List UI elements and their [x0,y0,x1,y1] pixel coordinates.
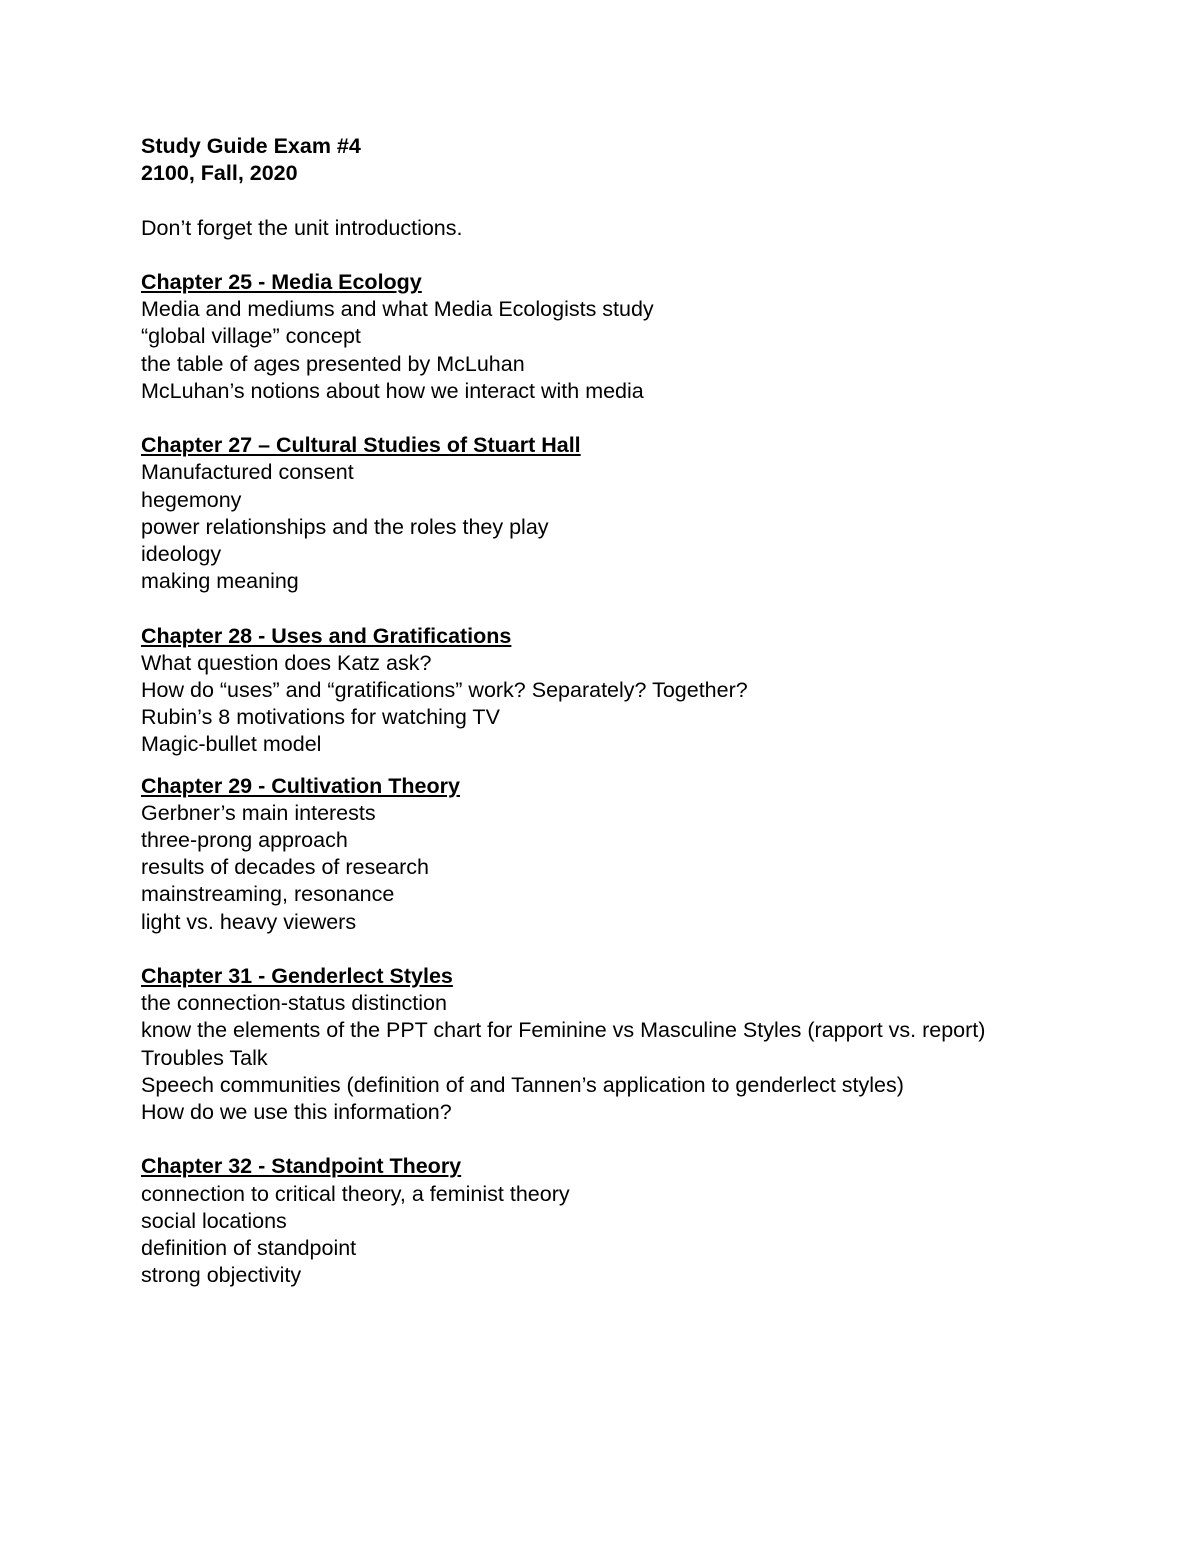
section-heading: Chapter 27 – Cultural Studies of Stuart Hall [141,433,581,458]
document-subtitle: 2100, Fall, 2020 [141,161,298,186]
section-heading: Chapter 25 - Media Ecology [141,269,422,294]
list-item: Speech communities (definition of and Tannen’s application to genderlect styles) [141,1072,904,1097]
section-chapter-28 [141,623,1141,759]
section-heading: Chapter 29 - Cultivation Theory [141,773,460,798]
list-item: Gerbner’s main interests [141,800,376,825]
list-item: making meaning [141,569,299,594]
list-item: How do “uses” and “gratifications” work? Separately? Together? [141,678,748,702]
section-chapter-27 [141,432,1141,595]
section-chapter-32 [141,1153,1141,1289]
list-item: the table of ages presented by McLuhan [141,351,525,376]
document-title: Study Guide Exam #4 [141,134,361,158]
list-item: How do we use this information? [141,1100,452,1125]
document-page [141,133,1141,1289]
list-item: three-prong approach [141,828,348,853]
list-item: hegemony [141,487,242,512]
list-item: strong objectivity [141,1263,302,1288]
section-heading: Chapter 32 - Standpoint Theory [141,1154,462,1179]
list-item: McLuhan’s notions about how we interact with media [141,378,644,403]
list-item: the connection-status distinction [141,991,447,1016]
section-chapter-25 [141,269,1141,405]
document-note: Don’t forget the unit introductions. [141,215,463,240]
section-chapter-31 [141,963,1141,1126]
list-item: Troubles Talk [141,1045,268,1070]
list-item: definition of standpoint [141,1236,357,1261]
section-chapter-29 [141,773,1141,936]
section-heading: Chapter 28 - Uses and Gratifications [141,623,512,648]
list-item: mainstreaming, resonance [141,882,395,907]
list-item: Rubin’s 8 motivations for watching TV [141,705,500,730]
list-item: “global village” concept [141,324,361,349]
list-item: ideology [141,542,222,566]
list-item: What question does Katz ask? [141,650,432,675]
list-item: Magic-bullet model [141,732,322,757]
list-item: Media and mediums and what Media Ecologists study [141,297,654,322]
list-item: know the elements of the PPT chart for Feminine vs Masculine Styles (rapport vs. report) [141,1018,986,1043]
list-item: Manufactured consent [141,460,354,485]
list-item: power relationships and the roles they play [141,514,549,539]
list-item: results of decades of research [141,855,430,880]
list-item: connection to critical theory, a feminist theory [141,1181,570,1206]
section-heading: Chapter 31 - Genderlect Styles [141,964,453,989]
list-item: light vs. heavy viewers [141,909,357,934]
list-item: social locations [141,1208,287,1233]
